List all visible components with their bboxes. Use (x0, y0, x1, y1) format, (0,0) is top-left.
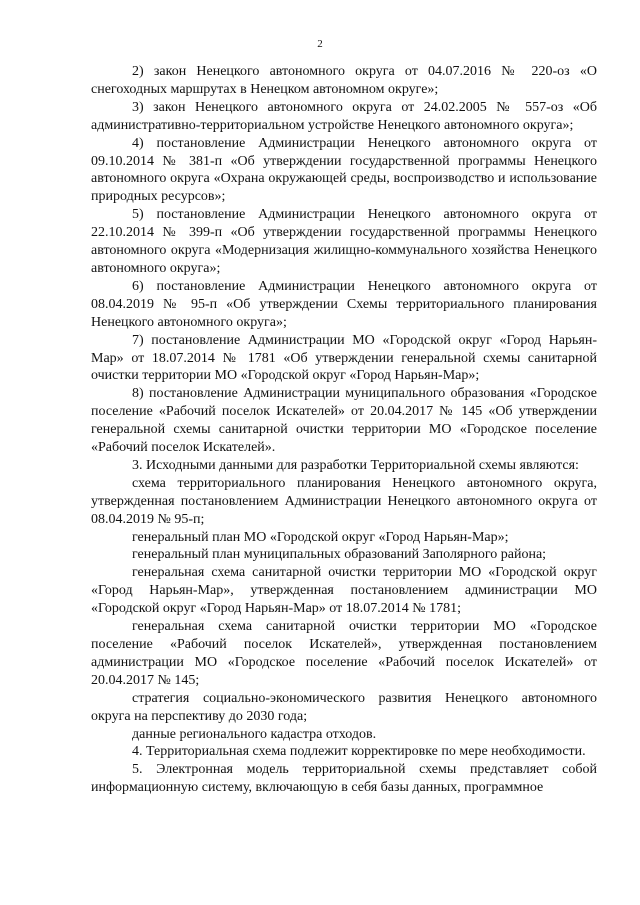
list-item-sanitation-scheme-naryan-mar: генеральная схема санитарной очистки территории МО «Городской округ «Город Нарьян-Мар», утвержденная постановлением администрации МО «Городской округ «Город Нарьян-Мар» от 18.07.2014 № 1781; (91, 565, 597, 617)
list-item-development-strategy: стратегия социально-экономического развития Ненецкого автономного округа на перспективу до 2030 года; (91, 690, 597, 724)
paragraph-resolution-1781: 7) постановление Администрации МО «Городской округ «Город Нарьян-Мар» от 18.07.2014 № 1781 «Об утверждении генеральной схемы санитарной очистки территории МО «Городской округ «Город Нарьян-Мар»; (91, 332, 597, 384)
paragraph-correction: 4. Территориальная схема подлежит корректировке по мере необходимости. (132, 744, 586, 760)
list-item-sanitation-scheme-iskateley: генеральная схема санитарной очистки территории МО «Городское поселение «Рабочий поселок Искателей», утвержденная постановлением администрации МО «Городское поселение «Рабочий поселок Искателей» от 20.04.2017 № 145; (91, 619, 597, 688)
paragraph-resolution-399: 5) постановление Администрации Ненецкого автономного округа от 22.10.2014 № 399-п «Об утверждении государственной программы Ненецкого автономного округа «Модернизация жилищно-коммунального хозяйства Ненецкого автономного округа»; (91, 207, 597, 276)
paragraph-source-data-heading: 3. Исходными данными для разработки Территориальной схемы являются: (132, 457, 579, 473)
paragraph-resolution-95: 6) постановление Администрации Ненецкого автономного округа от 08.04.2019 № 95-п «Об утверждении Схемы территориального планирования Ненецкого автономного округа»; (91, 278, 597, 330)
paragraph-resolution-145: 8) постановление Администрации муниципального образования «Городское поселение «Рабочий поселок Искателей» от 20.04.2017 № 145 «Об утверждении генеральной схемы санитарной очистки территории МО «Городское поселение «Рабочий поселок Искателей». (91, 386, 597, 456)
paragraph-electronic-model: 5. Электронная модель территориальной схемы представляет собой информационную систему, включающую в себя базы данных, программное (91, 762, 597, 796)
list-item-territorial-planning-scheme: схема территориального планирования Ненецкого автономного округа, утвержденная постановлением Администрации Ненецкого автономного округа от 08.04.2019 № 95-п; (91, 475, 597, 527)
paragraph-law-administrative-structure: 3) закон Ненецкого автономного округа от 24.02.2005 № 557-оз «Об административно-территориальном устройстве Ненецкого автономного округа»; (91, 99, 597, 133)
paragraph-law-snowmobile-routes: 2) закон Ненецкого автономного округа от 04.07.2016 № 220-оз «О снегоходных маршрутах в Ненецком автономном округе»; (91, 64, 597, 97)
document-body (91, 63, 597, 797)
list-item-general-plan-zapolyarny: генеральный план муниципальных образований Заполярного района; (132, 547, 547, 563)
list-item-general-plan-naryan-mar: генеральный план МО «Городской округ «Город Нарьян-Мар»; (132, 529, 509, 545)
paragraph-resolution-381: 4) постановление Администрации Ненецкого автономного округа от 09.10.2014 № 381-п «Об утверждении государственной программы Ненецкого автономного округа «Охрана окружающей среды, воспроизводство и использование природных ресурсов»; (91, 135, 597, 205)
list-item-waste-cadastre: данные регионального кадастра отходов. (132, 726, 377, 742)
page-number: 2 (317, 38, 323, 50)
